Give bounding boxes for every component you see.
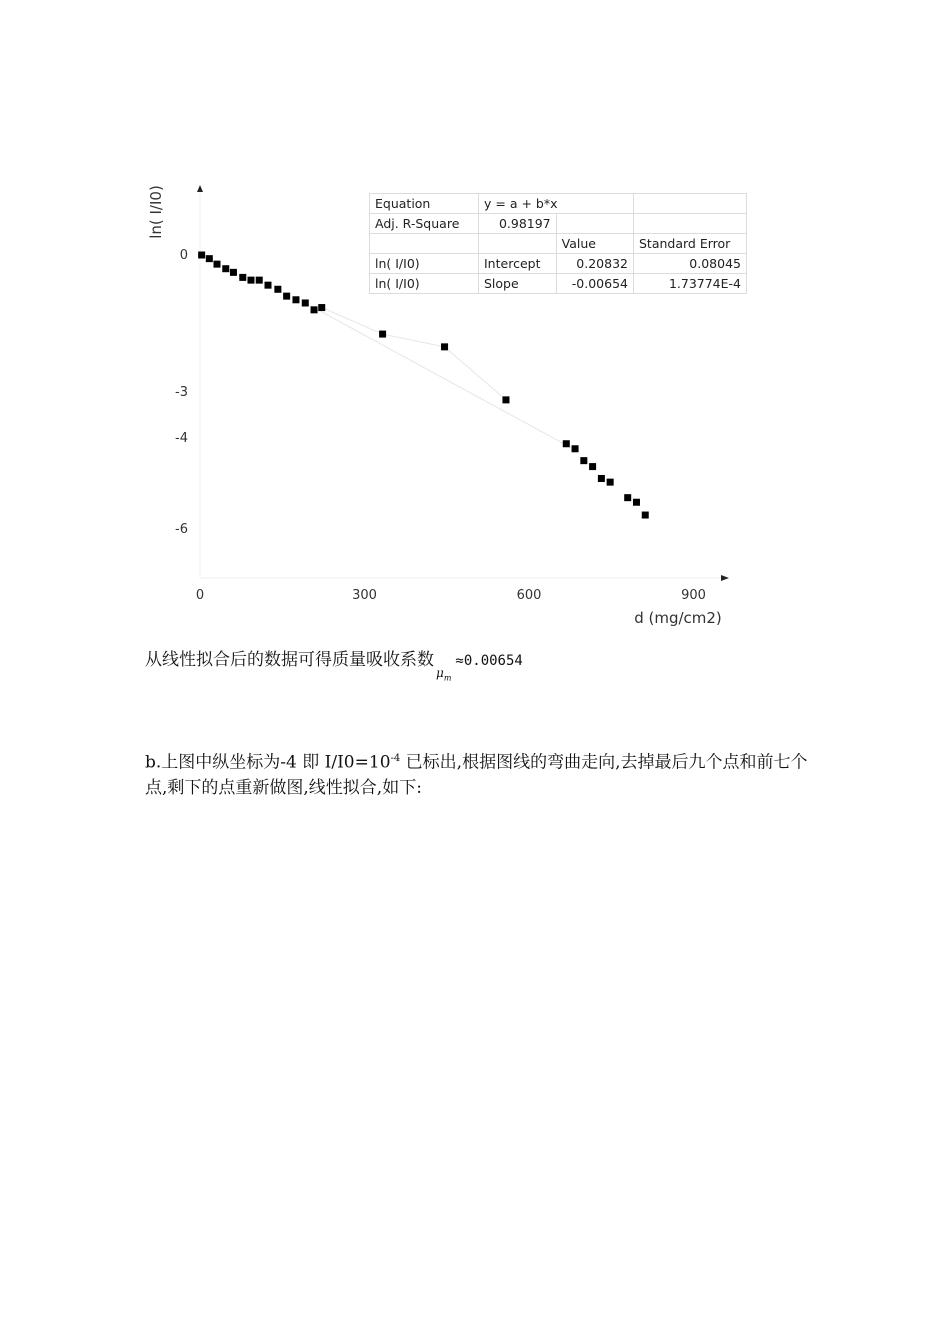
data-point (607, 479, 614, 486)
table-row (370, 274, 747, 294)
x-tick-label: 900 (681, 588, 706, 603)
empty-cell (370, 234, 479, 254)
table-row (370, 234, 747, 254)
chart (0, 0, 950, 640)
data-point (580, 457, 587, 464)
param-cell: Slope (479, 274, 557, 294)
data-point (283, 293, 290, 300)
r2-label: Adj. R-Square (370, 214, 479, 234)
data-point (502, 396, 509, 403)
mu-subscript: m (443, 673, 452, 683)
empty-cell (479, 234, 557, 254)
tick-labels (175, 248, 706, 603)
data-point (624, 494, 631, 501)
data-point (311, 306, 318, 313)
empty-cell (634, 214, 747, 234)
y-tick-label: -3 (175, 385, 188, 401)
y-tick-label: 0 (179, 248, 188, 263)
se-cell: 0.08045 (634, 254, 747, 274)
series-cell: ln( I/I0) (370, 274, 479, 294)
paragraph-text: b.上图中纵坐标为-4 即 I/I0=10 (145, 752, 391, 773)
data-point (239, 274, 246, 281)
param-cell: Intercept (479, 254, 557, 274)
y-axis-label: ln( I/I0) (147, 185, 165, 239)
data-point (247, 277, 254, 284)
mu-symbol (436, 666, 452, 683)
data-point (230, 269, 237, 276)
data-point (379, 331, 386, 338)
coefficient-value: ≈0.00654 (455, 653, 523, 669)
fit-line (310, 305, 579, 451)
paragraph-text-cont: 已标出,根据图线的弯曲走向,去掉最后九个点和前七个点,剩下的点重新做图,线性拟合,如下: (145, 752, 808, 798)
data-point (256, 277, 263, 284)
se-cell: 1.73774E-4 (634, 274, 747, 294)
connector-line (322, 308, 506, 400)
data-point (206, 255, 213, 262)
data-point (318, 304, 325, 311)
data-point (222, 265, 229, 272)
data-point (642, 512, 649, 519)
data-point (572, 445, 579, 452)
data-point (264, 282, 271, 289)
table-row (370, 214, 747, 234)
empty-cell (634, 194, 747, 214)
equation-label: Equation (370, 194, 479, 214)
y-tick-label: -4 (175, 430, 188, 446)
y-tick-label: -6 (175, 522, 188, 538)
absorption-coefficient-paragraph (145, 648, 523, 683)
r2-value: 0.98197 (479, 214, 557, 234)
x-axis-label: d (mg/cm2) (634, 609, 722, 627)
fit-results-table (369, 193, 747, 294)
paragraph-text: 从线性拟合后的数据可得质量吸收系数 (145, 650, 434, 670)
series-cell: ln( I/I0) (370, 254, 479, 274)
data-point (292, 296, 299, 303)
data-point (598, 475, 605, 482)
data-point (198, 252, 205, 259)
data-point (633, 499, 640, 506)
data-point (589, 463, 596, 470)
empty-cell (556, 214, 633, 234)
y-axis-arrow (197, 185, 203, 192)
fit-line-group (310, 305, 579, 451)
data-point (302, 299, 309, 306)
x-axis-arrow (721, 575, 729, 581)
mu-letter: μ (436, 666, 444, 680)
x-tick-label: 300 (352, 588, 377, 603)
value-cell: 0.20832 (556, 254, 633, 274)
equation-value: y = a + b*x (479, 194, 634, 214)
data-point (274, 286, 281, 293)
table-row (370, 194, 747, 214)
data-point (213, 261, 220, 268)
x-tick-label: 600 (516, 588, 542, 603)
table-row (370, 254, 747, 274)
data-point (563, 440, 570, 447)
x-tick-label: 0 (195, 588, 205, 603)
value-header: Value (556, 234, 633, 254)
refit-paragraph (145, 746, 825, 801)
data-point (441, 343, 448, 350)
se-header: Standard Error (634, 234, 747, 254)
exponent: -4 (390, 753, 401, 764)
value-cell: -0.00654 (556, 274, 633, 294)
